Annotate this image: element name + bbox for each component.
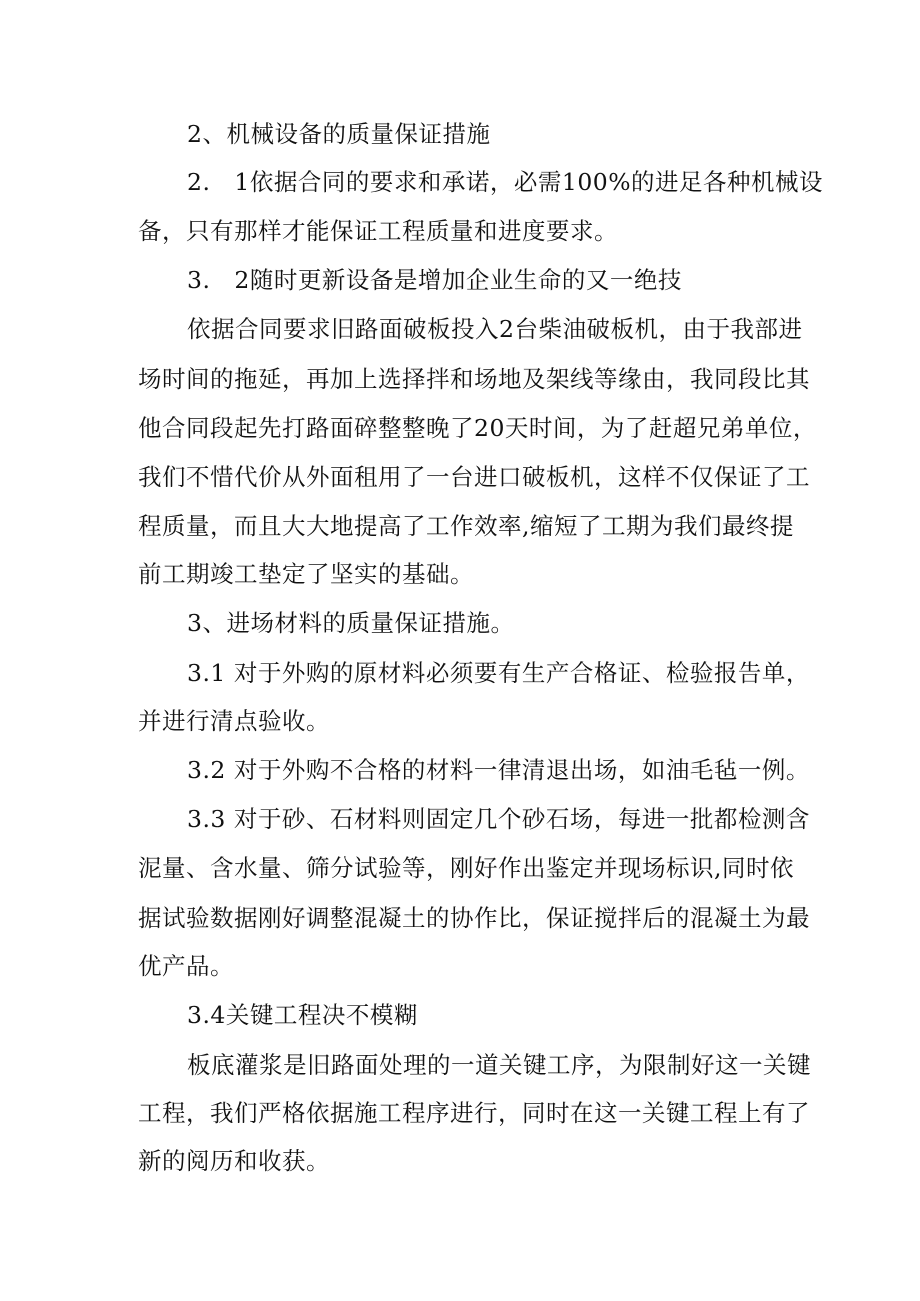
body-paragraph-2-line-3: 新的阅历和收获。 <box>138 1147 330 1175</box>
body-paragraph-1-line-1: 依据合同要求旧路面破板投入2台柴油破板机，由于我部进 <box>187 315 803 343</box>
paragraph-3-1-line-2: 并进行清点验收。 <box>138 707 330 735</box>
paragraph-3-1-line-1: 3.1 对于外购的原材料必须要有生产合格证、检验报告单， <box>187 659 810 687</box>
subsection-3-2-heading: 3. 2随时更新设备是增加企业生命的又一绝技 <box>187 266 682 294</box>
body-paragraph-2-line-1: 板底灌浆是旧路面处理的一道关键工序，为限制好这一关键 <box>187 1051 811 1079</box>
paragraph-3-3-line-4: 优产品。 <box>138 952 234 980</box>
paragraph-2-1-line-1: 2. 1依据合同的要求和承诺，必需100%的进足各种机械设 <box>187 168 824 196</box>
paragraph-3-3-line-2: 泥量、含水量、筛分试验等，刚好作出鉴定并现场标识,同时依 <box>138 854 794 882</box>
body-paragraph-2-line-2: 工程，我们严格依据施工程序进行，同时在这一关键工程上有了 <box>138 1099 810 1127</box>
body-paragraph-1-line-6: 前工期竣工垫定了坚实的基础。 <box>138 560 474 588</box>
paragraph-3-3-line-3: 据试验数据刚好调整混凝土的协作比，保证搅拌后的混凝土为最 <box>138 904 810 932</box>
body-paragraph-1-line-3: 他合同段起先打路面碎整整晚了20天时间，为了赶超兄弟单位， <box>138 414 817 442</box>
body-paragraph-1-line-4: 我们不惜代价从外面租用了一台进口破板机，这样不仅保证了工 <box>138 463 810 491</box>
subsection-3-4-heading: 3.4关键工程决不模糊 <box>187 1001 418 1029</box>
paragraph-3-3-line-1: 3.3 对于砂、石材料则固定几个砂石场，每进一批都检测含 <box>187 805 810 833</box>
body-paragraph-1-line-2: 场时间的拖延，再加上选择拌和场地及架线等缘由，我同段比其 <box>138 365 810 393</box>
paragraph-3-2-line-1: 3.2 对于外购不合格的材料一律清退出场，如油毛毡一例。 <box>187 756 810 784</box>
section-3-heading: 3、进场材料的质量保证措施。 <box>187 609 515 637</box>
paragraph-2-1-line-2: 备，只有那样才能保证工程质量和进度要求。 <box>138 217 618 245</box>
section-2-heading: 2、机械设备的质量保证措施 <box>187 120 491 148</box>
body-paragraph-1-line-5: 程质量，而且大大地提高了工作效率,缩短了工期为我们最终提 <box>138 512 794 540</box>
